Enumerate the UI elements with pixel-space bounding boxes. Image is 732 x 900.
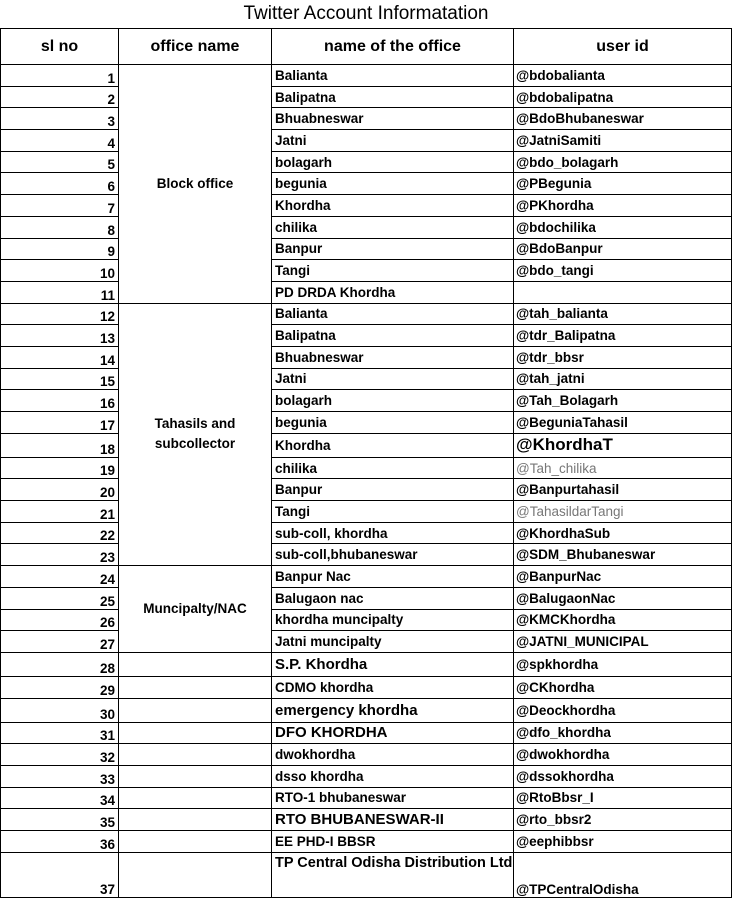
table-row: [1, 566, 732, 588]
table-row: [1, 65, 732, 87]
name-cell[interactable]: Khordha: [272, 195, 514, 217]
name-cell[interactable]: Banpur Nac: [272, 566, 514, 588]
name-cell[interactable]: CDMO khordha: [272, 676, 514, 698]
table-row: [1, 544, 732, 566]
sl-cell[interactable]: 29: [1, 676, 119, 698]
table-row: [1, 698, 732, 722]
sl-cell[interactable]: 16: [1, 390, 119, 412]
office-cell-empty[interactable]: [119, 787, 272, 809]
office-cell-empty[interactable]: [119, 809, 272, 831]
table-row: [1, 501, 732, 523]
sl-cell[interactable]: 32: [1, 744, 119, 766]
sl-cell[interactable]: 20: [1, 479, 119, 501]
uid-cell[interactable]: @bdochilika: [514, 216, 732, 238]
sl-cell[interactable]: 30: [1, 698, 119, 722]
table-row: [1, 652, 732, 676]
table-row: [1, 609, 732, 631]
uid-cell[interactable]: @Banpurtahasil: [514, 479, 732, 501]
name-cell[interactable]: dwokhordha: [272, 744, 514, 766]
uid-cell[interactable]: @JATNI_MUNICIPAL: [514, 631, 732, 653]
uid-cell[interactable]: @rto_bbsr2: [514, 809, 732, 831]
uid-cell[interactable]: @BdoBanpur: [514, 238, 732, 260]
sl-cell[interactable]: 2: [1, 86, 119, 108]
table-row: [1, 108, 732, 130]
sl-cell[interactable]: 4: [1, 130, 119, 152]
uid-cell[interactable]: @KhordhaT: [514, 433, 732, 457]
name-cell[interactable]: sub-coll, khordha: [272, 522, 514, 544]
sl-cell[interactable]: 23: [1, 544, 119, 566]
table-row: [1, 86, 732, 108]
table-row: [1, 238, 732, 260]
uid-cell[interactable]: @TahasildarTangi: [514, 501, 732, 523]
uid-cell[interactable]: @Deockhordha: [514, 698, 732, 722]
name-cell[interactable]: Bhuabneswar: [272, 108, 514, 130]
sl-cell[interactable]: 35: [1, 809, 119, 831]
sl-cell[interactable]: 8: [1, 216, 119, 238]
uid-cell[interactable]: @KMCKhordha: [514, 609, 732, 631]
name-cell[interactable]: S.P. Khordha: [272, 652, 514, 676]
name-cell[interactable]: Bhuabneswar: [272, 346, 514, 368]
name-cell[interactable]: Balugaon nac: [272, 587, 514, 609]
table-row: [1, 173, 732, 195]
table-row: [1, 831, 732, 853]
uid-cell[interactable]: @SDM_Bhubaneswar: [514, 544, 732, 566]
name-cell[interactable]: Khordha: [272, 433, 514, 457]
name-cell[interactable]: Balianta: [272, 65, 514, 87]
uid-cell[interactable]: @dwokhordha: [514, 744, 732, 766]
table-row: [1, 303, 732, 325]
table-row: [1, 433, 732, 457]
table-row: [1, 787, 732, 809]
name-cell[interactable]: Banpur: [272, 238, 514, 260]
name-cell[interactable]: sub-coll,bhubaneswar: [272, 544, 514, 566]
table-row: [1, 195, 732, 217]
uid-cell[interactable]: @JatniSamiti: [514, 130, 732, 152]
office-cell-empty[interactable]: [119, 722, 272, 744]
table-row: [1, 457, 732, 479]
table-row: [1, 260, 732, 282]
sl-cell[interactable]: 26: [1, 609, 119, 631]
uid-cell[interactable]: @PBegunia: [514, 173, 732, 195]
name-cell[interactable]: Balianta: [272, 303, 514, 325]
sl-cell[interactable]: 15: [1, 368, 119, 390]
uid-cell[interactable]: @tah_jatni: [514, 368, 732, 390]
office-cell-empty[interactable]: [119, 831, 272, 853]
sl-cell[interactable]: 31: [1, 722, 119, 744]
name-cell[interactable]: Tangi: [272, 260, 514, 282]
name-cell[interactable]: bolagarh: [272, 151, 514, 173]
table-row: [1, 587, 732, 609]
table-row: [1, 676, 732, 698]
table-row: [1, 368, 732, 390]
office-group-block[interactable]: Block office: [119, 65, 272, 304]
uid-cell[interactable]: @BanpurNac: [514, 566, 732, 588]
name-cell[interactable]: emergency khordha: [272, 698, 514, 722]
table-row: [1, 765, 732, 787]
sl-cell[interactable]: 34: [1, 787, 119, 809]
sl-cell[interactable]: 33: [1, 765, 119, 787]
header-name-of-office[interactable]: name of the office: [272, 29, 514, 65]
uid-cell[interactable]: @BdoBhubaneswar: [514, 108, 732, 130]
sl-cell[interactable]: 19: [1, 457, 119, 479]
header-sl-no[interactable]: sl no: [1, 29, 119, 65]
sl-cell[interactable]: 37: [1, 852, 119, 897]
accounts-table: [0, 28, 732, 898]
sl-cell[interactable]: 27: [1, 631, 119, 653]
table-row: [1, 479, 732, 501]
sl-cell[interactable]: 21: [1, 501, 119, 523]
office-cell-empty[interactable]: [119, 852, 272, 897]
table-row: [1, 744, 732, 766]
uid-cell[interactable]: @spkhordha: [514, 652, 732, 676]
uid-cell[interactable]: @dssokhordha: [514, 765, 732, 787]
table-row: [1, 130, 732, 152]
table-row: [1, 809, 732, 831]
office-group-tahasil[interactable]: Tahasils and subcollector: [119, 303, 272, 566]
name-cell[interactable]: RTO BHUBANESWAR-II: [272, 809, 514, 831]
sl-cell[interactable]: 28: [1, 652, 119, 676]
office-group-muncipalty[interactable]: Muncipalty/NAC: [119, 566, 272, 653]
office-cell-empty[interactable]: [119, 765, 272, 787]
name-cell[interactable]: Balipatna: [272, 325, 514, 347]
header-row: [1, 29, 732, 65]
uid-cell[interactable]: @PKhordha: [514, 195, 732, 217]
name-cell[interactable]: PD DRDA Khordha: [272, 281, 514, 303]
sl-cell[interactable]: 22: [1, 522, 119, 544]
name-cell[interactable]: khordha muncipalty: [272, 609, 514, 631]
uid-cell[interactable]: @bdo_bolagarh: [514, 151, 732, 173]
header-user-id[interactable]: user id: [514, 29, 732, 65]
table-row: [1, 390, 732, 412]
sl-cell[interactable]: 36: [1, 831, 119, 853]
sl-cell[interactable]: 14: [1, 346, 119, 368]
uid-cell[interactable]: @Tah_chilika: [514, 457, 732, 479]
table-row: [1, 325, 732, 347]
uid-cell[interactable]: @BalugaonNac: [514, 587, 732, 609]
name-cell[interactable]: Jatni muncipalty: [272, 631, 514, 653]
uid-cell[interactable]: [514, 281, 732, 303]
name-cell[interactable]: dsso khordha: [272, 765, 514, 787]
sl-cell[interactable]: 3: [1, 108, 119, 130]
table-row: [1, 346, 732, 368]
sl-cell[interactable]: 10: [1, 260, 119, 282]
name-cell[interactable]: Tangi: [272, 501, 514, 523]
uid-cell[interactable]: @CKhordha: [514, 676, 732, 698]
uid-cell[interactable]: @bdobalianta: [514, 65, 732, 87]
name-cell[interactable]: Balipatna: [272, 86, 514, 108]
name-cell[interactable]: DFO KHORDHA: [272, 722, 514, 744]
name-cell[interactable]: Jatni: [272, 130, 514, 152]
uid-cell[interactable]: @Tah_Bolagarh: [514, 390, 732, 412]
office-cell-empty[interactable]: [119, 676, 272, 698]
name-cell[interactable]: RTO-1 bhubaneswar: [272, 787, 514, 809]
sl-cell[interactable]: 9: [1, 238, 119, 260]
uid-cell[interactable]: @dfo_khordha: [514, 722, 732, 744]
name-cell[interactable]: begunia: [272, 173, 514, 195]
table-row: [1, 151, 732, 173]
sl-cell[interactable]: 12: [1, 303, 119, 325]
table-row: [1, 412, 732, 434]
name-cell[interactable]: Jatni: [272, 368, 514, 390]
name-cell[interactable]: TP Central Odisha Distribution Ltd: [272, 852, 514, 897]
uid-cell[interactable]: @eephibbsr: [514, 831, 732, 853]
table-row: [1, 852, 732, 897]
sl-cell[interactable]: 13: [1, 325, 119, 347]
sl-cell[interactable]: 24: [1, 566, 119, 588]
name-cell[interactable]: chilika: [272, 457, 514, 479]
name-cell[interactable]: begunia: [272, 412, 514, 434]
table-row: [1, 722, 732, 744]
uid-cell[interactable]: @tdr_Balipatna: [514, 325, 732, 347]
sl-cell[interactable]: 1: [1, 65, 119, 87]
table-row: [1, 631, 732, 653]
office-cell-empty[interactable]: [119, 698, 272, 722]
sl-cell[interactable]: 6: [1, 173, 119, 195]
office-cell-empty[interactable]: [119, 744, 272, 766]
name-cell[interactable]: bolagarh: [272, 390, 514, 412]
uid-cell[interactable]: @tah_balianta: [514, 303, 732, 325]
office-cell-empty[interactable]: [119, 652, 272, 676]
sl-cell[interactable]: 11: [1, 281, 119, 303]
header-office-name[interactable]: office name: [119, 29, 272, 65]
sl-cell[interactable]: 17: [1, 412, 119, 434]
uid-cell[interactable]: @RtoBbsr_I: [514, 787, 732, 809]
uid-cell[interactable]: @tdr_bbsr: [514, 346, 732, 368]
sl-cell[interactable]: 18: [1, 433, 119, 457]
sl-cell[interactable]: 25: [1, 587, 119, 609]
uid-cell[interactable]: @KhordhaSub: [514, 522, 732, 544]
table-row: [1, 522, 732, 544]
name-cell[interactable]: EE PHD-I BBSR: [272, 831, 514, 853]
sl-cell[interactable]: 5: [1, 151, 119, 173]
sheet-title: Twitter Account Informatation: [243, 3, 489, 24]
name-cell[interactable]: Banpur: [272, 479, 514, 501]
uid-cell[interactable]: @TPCentralOdisha: [514, 852, 732, 897]
uid-cell[interactable]: @bdo_tangi: [514, 260, 732, 282]
name-cell[interactable]: chilika: [272, 216, 514, 238]
uid-cell[interactable]: @BeguniaTahasil: [514, 412, 732, 434]
table-row: [1, 281, 732, 303]
uid-cell[interactable]: @bdobalipatna: [514, 86, 732, 108]
table-row: [1, 216, 732, 238]
sl-cell[interactable]: 7: [1, 195, 119, 217]
